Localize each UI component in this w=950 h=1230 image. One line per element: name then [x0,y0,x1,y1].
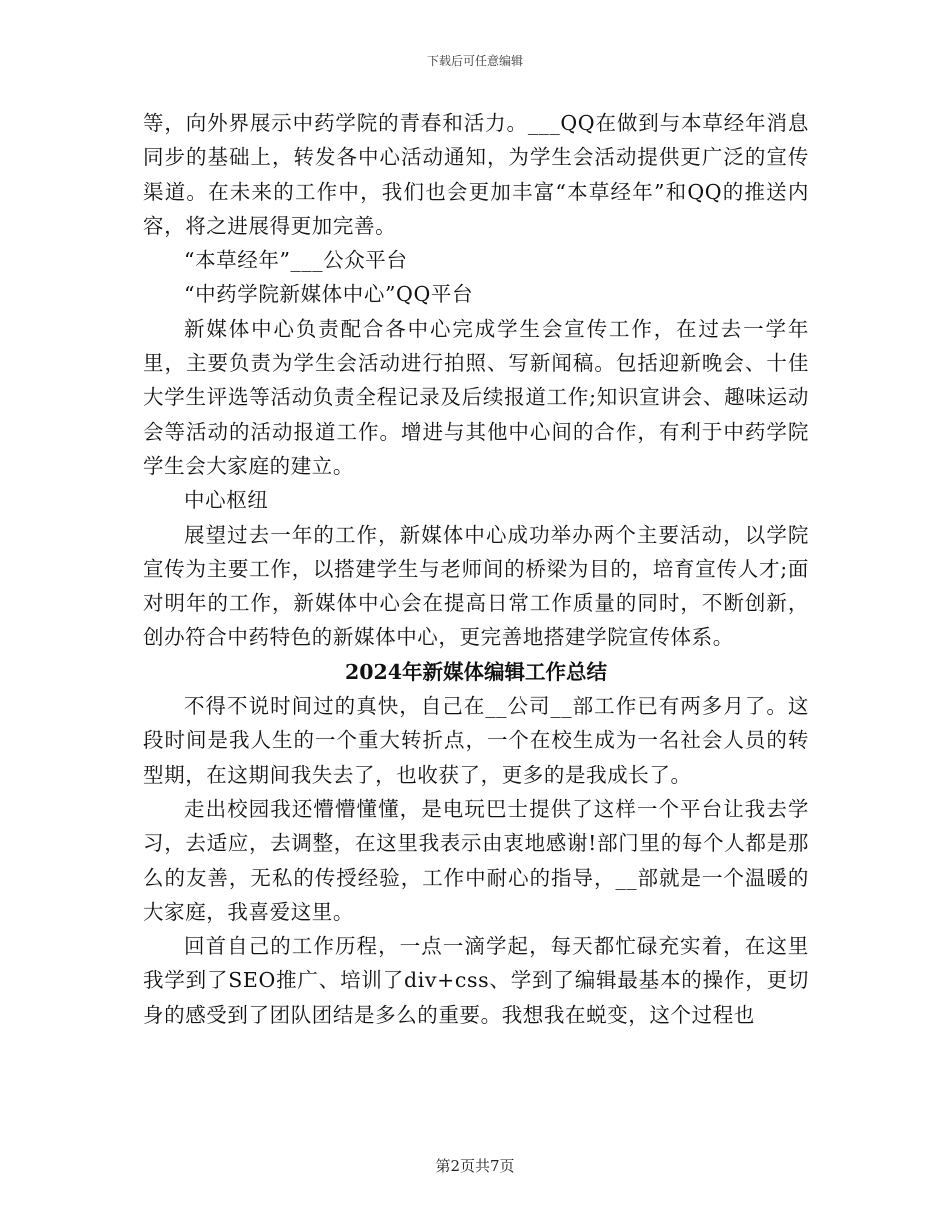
paragraph-5: 中心枢纽 [184,488,269,513]
paragraph-3: “中药学院新媒体中心”QQ平台 [184,282,474,307]
paragraph-1: 等，向外界展示中药学院的青春和活力。___QQ在做到与本草经年消息同步的基础上，转发各中心活动通知，为学生会活动提供更广泛的宣传渠道。在未来的工作中，我们也会更加丰富“本草经年”和QQ的推送内容，将之进展得更加完善。 [143,111,809,238]
page-header: 下载后可任意编辑 [426,54,523,68]
document-body [143,106,809,1032]
paragraph-2: “本草经年”___公众平台 [184,248,408,273]
paragraph-4: 新媒体中心负责配合各中心完成学生会宣传工作，在过去一学年里，主要负责为学生会活动进行拍照、写新闻稿。包括迎新晚会、十佳大学生评选等活动负责全程记录及后续报道工作;知识宣讲会、趣味运动会等活动的活动报道工作。增进与其他中心间的合作，有利于中药学院学生会大家庭的建立。 [143,316,809,478]
page-footer: 第2页共7页 [435,1157,515,1175]
paragraph-8: 走出校园我还懵懵懂懂，是电玩巴士提供了这样一个平台让我去学习，去适应，去调整，在这里我表示由衷地感谢!部门里的每个人都是那么的友善，无私的传授经验，工作中耐心的指导，__部就是一个温暖的大家庭，我喜爱这里。 [143,796,809,924]
paragraph-9: 回首自己的工作历程，一点一滴学起，每天都忙碌充实着，在这里我学到了SEO推广、培训了div+css、学到了编辑最基本的操作，更切身的感受到了团队团结是多么的重要。我想我在蜕变，这个过程也 [143,934,809,1027]
paragraph-6: 展望过去一年的工作，新媒体中心成功举办两个主要活动，以学院宣传为主要工作，以搭建学生与老师间的桥梁为目的，培育宣传人才;面对明年的工作，新媒体中心会在提高日常工作质量的同时，不断创新，创办符合中药特色的新媒体中心，更完善地搭建学院宣传体系。 [143,522,809,650]
section-title: 2024年新媒体编辑工作总结 [344,659,608,684]
paragraph-7: 不得不说时间过的真快，自己在__公司__部工作已有两多月了。这段时间是我人生的一个重大转折点，一个在校生成为一名社会人员的转型期，在这期间我失去了，也收获了，更多的是我成长了。 [143,694,809,787]
